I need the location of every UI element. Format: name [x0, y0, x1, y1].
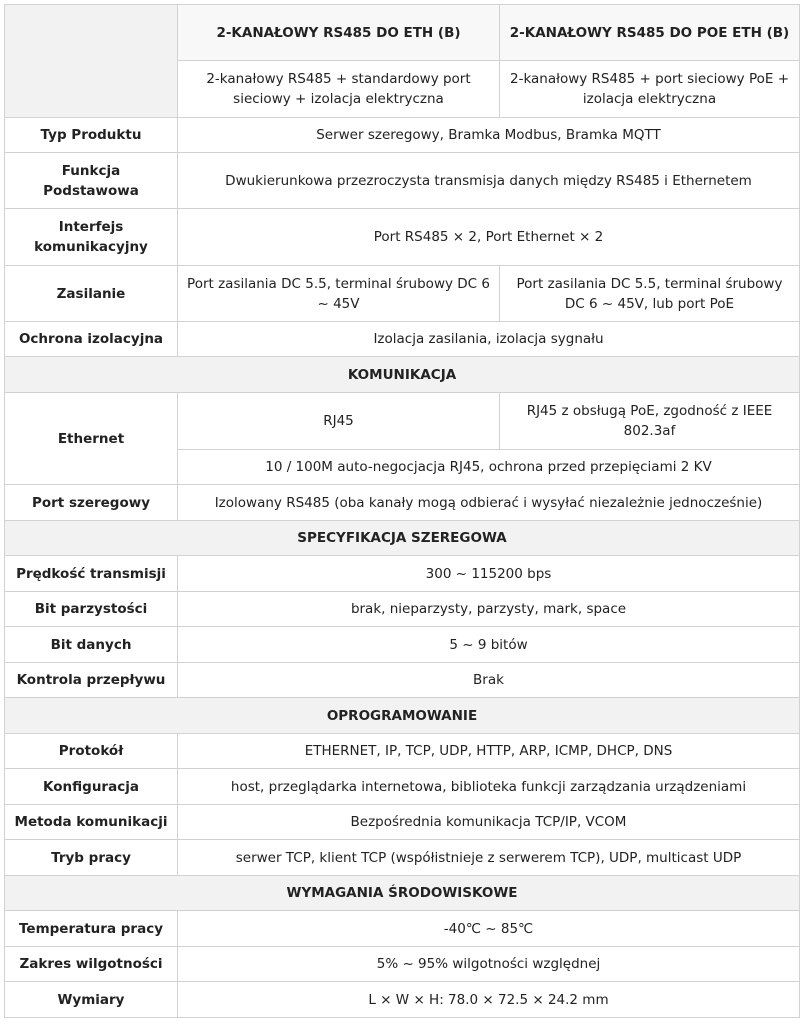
variant-header-row [5, 5, 800, 61]
variant-poe-heading: 2-KANAŁOWY RS485 DO POE ETH (B) [500, 5, 800, 61]
section-title: OPROGRAMOWANIE [5, 698, 800, 734]
variant-eth-description: 2-kanałowy RS485 + standardowy port sieciowy + izolacja elektryczna [178, 61, 500, 118]
spec-row [5, 840, 800, 876]
spec-label: Konfiguracja [5, 769, 178, 805]
spec-value: Port RS485 × 2, Port Ethernet × 2 [178, 209, 800, 266]
spec-value: -40℃ ~ 85℃ [178, 911, 800, 947]
spec-label: Zasilanie [5, 266, 178, 322]
spec-value: 5% ~ 95% wilgotności względnej [178, 947, 800, 982]
spec-label: Typ Produktu [5, 118, 178, 153]
spec-row [5, 556, 800, 592]
spec-row [5, 322, 800, 357]
spec-label: Temperatura pracy [5, 911, 178, 947]
spec-row [5, 982, 800, 1018]
spec-label: Port szeregowy [5, 485, 178, 521]
spec-label: Ethernet [5, 393, 178, 485]
spec-value: 300 ~ 115200 bps [178, 556, 800, 592]
section-header-row [5, 357, 800, 393]
spec-row [5, 663, 800, 698]
spec-row [5, 118, 800, 153]
spec-label: Tryb pracy [5, 840, 178, 876]
spec-row [5, 947, 800, 982]
spec-value-poe: Port zasilania DC 5.5, terminal śrubowy DC 6 ~ 45V, lub port PoE [500, 266, 800, 322]
spec-row [5, 485, 800, 521]
spec-label: Interfejs komunikacyjny [5, 209, 178, 266]
spec-value: Serwer szeregowy, Bramka Modbus, Bramka MQTT [178, 118, 800, 153]
spec-value: serwer TCP, klient TCP (współistnieje z serwerem TCP), UDP, multicast UDP [178, 840, 800, 876]
spec-label: Bit danych [5, 627, 178, 663]
spec-label: Zakres wilgotności [5, 947, 178, 982]
spec-row [5, 153, 800, 209]
spec-value: L × W × H: 78.0 × 72.5 × 24.2 mm [178, 982, 800, 1018]
spec-label: Kontrola przepływu [5, 663, 178, 698]
spec-label: Ochrona izolacyjna [5, 322, 178, 357]
spec-value: Izolacja zasilania, izolacja sygnału [178, 322, 800, 357]
spec-value-eth: Port zasilania DC 5.5, terminal śrubowy DC 6 ~ 45V [178, 266, 500, 322]
spec-value: 10 / 100M auto-negocjacja RJ45, ochrona przed przepięciami 2 KV [178, 450, 800, 485]
spec-row [5, 592, 800, 627]
spec-row [5, 805, 800, 840]
spec-value: Izolowany RS485 (oba kanały mogą odbierać i wysyłać niezależnie jednocześnie) [178, 485, 800, 521]
spec-value: Dwukierunkowa przezroczysta transmisja danych między RS485 i Ethernetem [178, 153, 800, 209]
variant-eth-heading: 2-KANAŁOWY RS485 DO ETH (B) [178, 5, 500, 61]
section-title: KOMUNIKACJA [5, 357, 800, 393]
spec-label: Metoda komunikacji [5, 805, 178, 840]
spec-row [5, 911, 800, 947]
spec-value-eth: RJ45 [178, 393, 500, 450]
spec-value: brak, nieparzysty, parzysty, mark, space [178, 592, 800, 627]
spec-row [5, 393, 800, 450]
section-header-row [5, 876, 800, 911]
spec-row [5, 266, 800, 322]
variant-poe-description: 2-kanałowy RS485 + port sieciowy PoE + izolacja elektryczna [500, 61, 800, 118]
spec-value-poe: RJ45 z obsługą PoE, zgodność z IEEE 802.3af [500, 393, 800, 450]
section-title: WYMAGANIA ŚRODOWISKOWE [5, 876, 800, 911]
spec-value: 5 ~ 9 bitów [178, 627, 800, 663]
section-title: SPECYFIKACJA SZEREGOWA [5, 521, 800, 556]
spec-row [5, 769, 800, 805]
spec-table [4, 4, 800, 1018]
spec-row [5, 209, 800, 266]
spec-row [5, 627, 800, 663]
spec-label: Protokół [5, 734, 178, 769]
spec-value: Bezpośrednia komunikacja TCP/IP, VCOM [178, 805, 800, 840]
spec-label: Prędkość transmisji [5, 556, 178, 592]
spec-label: Bit parzystości [5, 592, 178, 627]
spec-label: Wymiary [5, 982, 178, 1018]
spec-value: Brak [178, 663, 800, 698]
spec-row [5, 734, 800, 769]
spec-value: host, przeglądarka internetowa, biblioteka funkcji zarządzania urządzeniami [178, 769, 800, 805]
spec-value: ETHERNET, IP, TCP, UDP, HTTP, ARP, ICMP, DHCP, DNS [178, 734, 800, 769]
section-header-row [5, 521, 800, 556]
corner-cell [5, 5, 178, 118]
section-header-row [5, 698, 800, 734]
spec-label: Funkcja Podstawowa [5, 153, 178, 209]
